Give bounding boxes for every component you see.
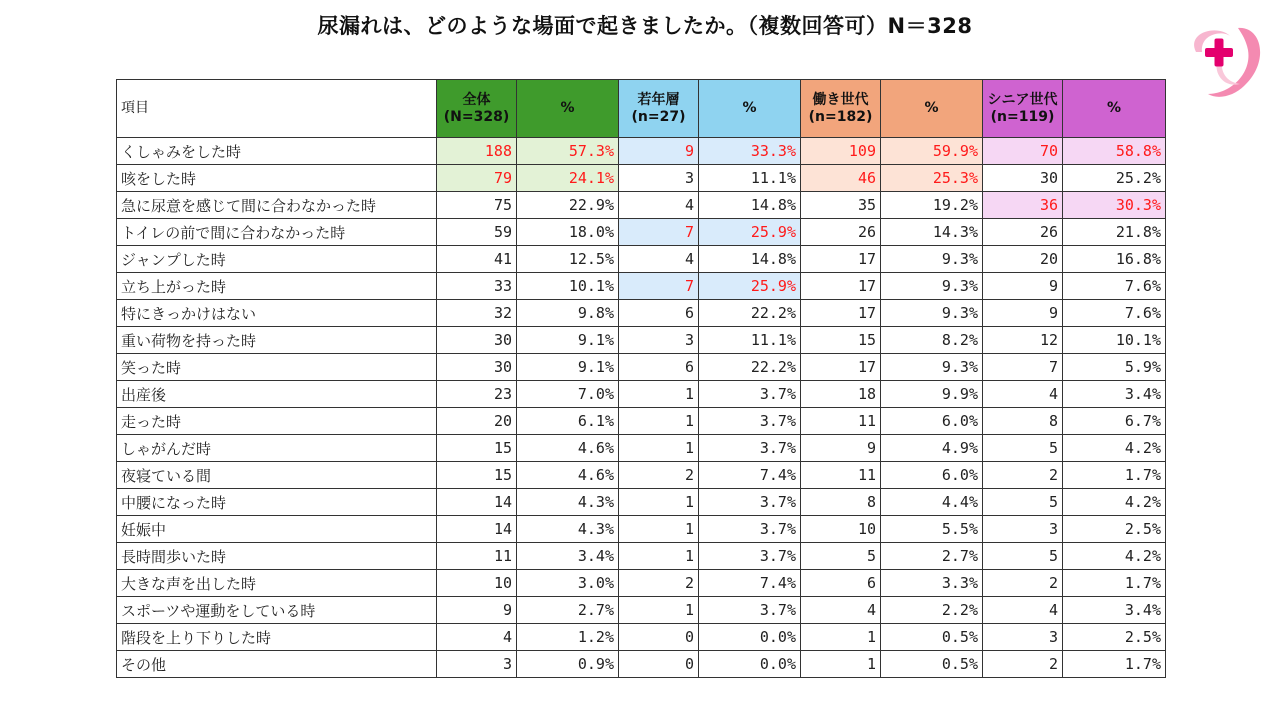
cell-all_n: 33 (437, 273, 517, 300)
cell-young_n: 1 (619, 381, 699, 408)
row-label: 立ち上がった時 (117, 273, 437, 300)
cell-work_pct: 0.5% (881, 651, 983, 678)
cell-work_n: 10 (801, 516, 881, 543)
cell-work_n: 17 (801, 273, 881, 300)
cell-work_n: 6 (801, 570, 881, 597)
row-label: 長時間歩いた時 (117, 543, 437, 570)
cell-work_pct: 2.7% (881, 543, 983, 570)
cell-senior_pct: 10.1% (1063, 327, 1166, 354)
header-label: % (742, 100, 757, 116)
cell-senior_pct: 1.7% (1063, 570, 1166, 597)
row-label: 大きな声を出した時 (117, 570, 437, 597)
cell-all_pct: 1.2% (517, 624, 619, 651)
cell-all_n: 15 (437, 435, 517, 462)
cell-senior_pct: 30.3% (1063, 192, 1166, 219)
cell-work_n: 26 (801, 219, 881, 246)
cell-work_pct: 59.9% (881, 138, 983, 165)
table-row (117, 651, 1166, 678)
table-row (117, 516, 1166, 543)
table-row (117, 354, 1166, 381)
cell-young_pct: 3.7% (699, 516, 801, 543)
cell-all_pct: 24.1% (517, 165, 619, 192)
row-label: 急に尿意を感じて間に合わなかった時 (117, 192, 437, 219)
cell-all_pct: 4.6% (517, 462, 619, 489)
cell-young_n: 6 (619, 354, 699, 381)
cell-young_n: 0 (619, 624, 699, 651)
cell-all_n: 4 (437, 624, 517, 651)
cell-all_n: 75 (437, 192, 517, 219)
table-row (117, 570, 1166, 597)
cell-senior_pct: 16.8% (1063, 246, 1166, 273)
cell-senior_n: 4 (983, 381, 1063, 408)
cell-work_pct: 9.9% (881, 381, 983, 408)
header-label: % (560, 100, 575, 116)
cell-young_n: 3 (619, 327, 699, 354)
cell-senior_pct: 21.8% (1063, 219, 1166, 246)
cell-all_pct: 9.8% (517, 300, 619, 327)
cell-all_n: 79 (437, 165, 517, 192)
cell-work_pct: 14.3% (881, 219, 983, 246)
row-label: スポーツや運動をしている時 (117, 597, 437, 624)
row-label: 走った時 (117, 408, 437, 435)
header-young_n (619, 80, 699, 138)
table-row (117, 192, 1166, 219)
header-sample-size: (n=27) (631, 108, 686, 125)
cell-young_pct: 7.4% (699, 462, 801, 489)
cell-work_n: 1 (801, 624, 881, 651)
row-label: トイレの前で間に合わなかった時 (117, 219, 437, 246)
row-label: しゃがんだ時 (117, 435, 437, 462)
header-label: % (1106, 100, 1122, 116)
cell-senior_pct: 5.9% (1063, 354, 1166, 381)
header-row (117, 80, 1166, 138)
cell-work_pct: 25.3% (881, 165, 983, 192)
cell-all_pct: 4.6% (517, 435, 619, 462)
cell-senior_n: 36 (983, 192, 1063, 219)
cell-young_n: 7 (619, 273, 699, 300)
cell-senior_n: 30 (983, 165, 1063, 192)
cell-work_n: 15 (801, 327, 881, 354)
cell-work_n: 46 (801, 165, 881, 192)
cell-senior_n: 12 (983, 327, 1063, 354)
cell-all_n: 3 (437, 651, 517, 678)
cell-all_n: 30 (437, 327, 517, 354)
cell-young_pct: 0.0% (699, 624, 801, 651)
page-title: 尿漏れは、どのような場面で起きましたか。（複数回答可）N＝328 (317, 14, 973, 38)
results-table (116, 79, 1166, 678)
table-row (117, 624, 1166, 651)
cell-young_n: 2 (619, 462, 699, 489)
row-label: 特にきっかけはない (117, 300, 437, 327)
header-all_n (437, 80, 517, 138)
cell-senior_pct: 7.6% (1063, 300, 1166, 327)
cell-senior_n: 5 (983, 543, 1063, 570)
cell-all_n: 41 (437, 246, 517, 273)
row-label: 出産後 (117, 381, 437, 408)
row-label: 中腰になった時 (117, 489, 437, 516)
cell-young_pct: 3.7% (699, 435, 801, 462)
cell-work_pct: 0.5% (881, 624, 983, 651)
cell-young_n: 9 (619, 138, 699, 165)
cell-senior_pct: 2.5% (1063, 624, 1166, 651)
cell-senior_n: 7 (983, 354, 1063, 381)
cell-work_pct: 2.2% (881, 597, 983, 624)
cell-all_pct: 22.9% (517, 192, 619, 219)
cell-work_n: 11 (801, 408, 881, 435)
cell-all_n: 30 (437, 354, 517, 381)
cell-senior_n: 5 (983, 435, 1063, 462)
cell-work_pct: 4.4% (881, 489, 983, 516)
cell-all_pct: 4.3% (517, 489, 619, 516)
table-row (117, 273, 1166, 300)
table-row (117, 327, 1166, 354)
cell-work_pct: 6.0% (881, 408, 983, 435)
cell-work_pct: 5.5% (881, 516, 983, 543)
cell-young_pct: 25.9% (699, 273, 801, 300)
cell-work_n: 18 (801, 381, 881, 408)
cell-young_n: 1 (619, 489, 699, 516)
row-label: 夜寝ている間 (117, 462, 437, 489)
table-row (117, 435, 1166, 462)
table-row (117, 381, 1166, 408)
cell-work_n: 4 (801, 597, 881, 624)
cell-work_n: 9 (801, 435, 881, 462)
cell-senior_n: 2 (983, 462, 1063, 489)
header-label: 働き世代 (812, 91, 869, 108)
header-item: 項目 (117, 80, 437, 138)
cell-young_n: 4 (619, 192, 699, 219)
cell-senior_pct: 2.5% (1063, 516, 1166, 543)
cell-young_pct: 3.7% (699, 408, 801, 435)
cell-all_n: 15 (437, 462, 517, 489)
cell-all_pct: 57.3% (517, 138, 619, 165)
cell-all_n: 59 (437, 219, 517, 246)
cell-all_n: 14 (437, 516, 517, 543)
cell-young_pct: 3.7% (699, 489, 801, 516)
cell-work_n: 5 (801, 543, 881, 570)
cell-senior_pct: 58.8% (1063, 138, 1166, 165)
row-label: ジャンプした時 (117, 246, 437, 273)
header-sample-size: (n=119) (990, 108, 1055, 125)
cell-senior_n: 2 (983, 570, 1063, 597)
cell-all_n: 11 (437, 543, 517, 570)
cell-work_pct: 6.0% (881, 462, 983, 489)
header-sample-size: (N=328) (443, 108, 510, 125)
cell-young_pct: 11.1% (699, 327, 801, 354)
cell-work_n: 17 (801, 246, 881, 273)
cell-work_n: 109 (801, 138, 881, 165)
table-row (117, 543, 1166, 570)
cell-all_n: 14 (437, 489, 517, 516)
cell-all_pct: 9.1% (517, 354, 619, 381)
cell-all_n: 9 (437, 597, 517, 624)
header-label: シニア世代 (987, 91, 1058, 108)
row-label: くしゃみをした時 (117, 138, 437, 165)
cell-young_pct: 7.4% (699, 570, 801, 597)
cell-senior_n: 8 (983, 408, 1063, 435)
cell-senior_n: 70 (983, 138, 1063, 165)
table-row (117, 246, 1166, 273)
cell-young_n: 6 (619, 300, 699, 327)
cell-all_pct: 7.0% (517, 381, 619, 408)
cell-young_pct: 3.7% (699, 597, 801, 624)
cell-all_n: 32 (437, 300, 517, 327)
cell-all_pct: 12.5% (517, 246, 619, 273)
cell-young_pct: 3.7% (699, 543, 801, 570)
cell-work_pct: 3.3% (881, 570, 983, 597)
header-label: 全体 (462, 91, 491, 108)
cell-all_n: 10 (437, 570, 517, 597)
cell-all_pct: 3.4% (517, 543, 619, 570)
cell-senior_pct: 7.6% (1063, 273, 1166, 300)
header-senior_pct (1063, 80, 1166, 138)
table-row (117, 408, 1166, 435)
cell-senior_n: 4 (983, 597, 1063, 624)
cell-work_n: 1 (801, 651, 881, 678)
cell-all_pct: 2.7% (517, 597, 619, 624)
cell-work_n: 11 (801, 462, 881, 489)
cell-all_pct: 10.1% (517, 273, 619, 300)
cell-senior_pct: 1.7% (1063, 651, 1166, 678)
cell-all_pct: 3.0% (517, 570, 619, 597)
cell-all_pct: 4.3% (517, 516, 619, 543)
cell-young_n: 1 (619, 435, 699, 462)
cell-senior_n: 26 (983, 219, 1063, 246)
cell-work_pct: 9.3% (881, 273, 983, 300)
cell-senior_pct: 4.2% (1063, 435, 1166, 462)
cell-all_n: 23 (437, 381, 517, 408)
row-label: 重い荷物を持った時 (117, 327, 437, 354)
cell-young_pct: 25.9% (699, 219, 801, 246)
row-label: 階段を上り下りした時 (117, 624, 437, 651)
cell-senior_pct: 25.2% (1063, 165, 1166, 192)
cell-senior_n: 5 (983, 489, 1063, 516)
cell-senior_pct: 1.7% (1063, 462, 1166, 489)
cell-senior_n: 9 (983, 300, 1063, 327)
cell-senior_pct: 4.2% (1063, 489, 1166, 516)
cell-senior_n: 2 (983, 651, 1063, 678)
cell-work_n: 17 (801, 300, 881, 327)
table-row (117, 462, 1166, 489)
header-all_pct (517, 80, 619, 138)
header-label: 若年層 (637, 91, 680, 108)
cell-senior_n: 9 (983, 273, 1063, 300)
cell-all_n: 188 (437, 138, 517, 165)
cell-young_n: 1 (619, 543, 699, 570)
header-work_pct (881, 80, 983, 138)
cell-work_n: 17 (801, 354, 881, 381)
cell-work_pct: 8.2% (881, 327, 983, 354)
cell-young_pct: 22.2% (699, 354, 801, 381)
cell-young_pct: 11.1% (699, 165, 801, 192)
header-senior_n (983, 80, 1063, 138)
table-row (117, 597, 1166, 624)
plus-cross-logo-icon (1178, 22, 1268, 102)
cell-work_pct: 19.2% (881, 192, 983, 219)
cell-senior_n: 3 (983, 624, 1063, 651)
cell-senior_pct: 4.2% (1063, 543, 1166, 570)
cell-work_n: 8 (801, 489, 881, 516)
cell-work_pct: 9.3% (881, 246, 983, 273)
cell-work_pct: 9.3% (881, 300, 983, 327)
cell-young_pct: 3.7% (699, 381, 801, 408)
header-sample-size: (n=182) (808, 108, 873, 125)
cell-young_pct: 22.2% (699, 300, 801, 327)
cell-senior_pct: 3.4% (1063, 597, 1166, 624)
cell-all_pct: 0.9% (517, 651, 619, 678)
cell-all_pct: 9.1% (517, 327, 619, 354)
cell-young_n: 4 (619, 246, 699, 273)
table-row (117, 489, 1166, 516)
cell-work_pct: 9.3% (881, 354, 983, 381)
cell-young_n: 1 (619, 516, 699, 543)
row-label: 咳をした時 (117, 165, 437, 192)
cell-work_pct: 4.9% (881, 435, 983, 462)
cell-young_n: 0 (619, 651, 699, 678)
cell-all_pct: 6.1% (517, 408, 619, 435)
cell-senior_n: 20 (983, 246, 1063, 273)
header-young_pct (699, 80, 801, 138)
cell-young_n: 2 (619, 570, 699, 597)
table-row (117, 165, 1166, 192)
cell-all_n: 20 (437, 408, 517, 435)
cell-young_pct: 33.3% (699, 138, 801, 165)
table-body (117, 138, 1166, 678)
table-row (117, 219, 1166, 246)
cell-young_n: 7 (619, 219, 699, 246)
row-label: 妊娠中 (117, 516, 437, 543)
header-work_n (801, 80, 881, 138)
cell-senior_pct: 6.7% (1063, 408, 1166, 435)
cell-work_n: 35 (801, 192, 881, 219)
row-label: 笑った時 (117, 354, 437, 381)
cell-young_pct: 14.8% (699, 192, 801, 219)
table-header (117, 80, 1166, 138)
cell-young_n: 3 (619, 165, 699, 192)
cell-all_pct: 18.0% (517, 219, 619, 246)
row-label: その他 (117, 651, 437, 678)
table-row (117, 138, 1166, 165)
header-label: % (924, 100, 939, 116)
cell-young_n: 1 (619, 408, 699, 435)
cell-senior_pct: 3.4% (1063, 381, 1166, 408)
cell-young_n: 1 (619, 597, 699, 624)
cell-young_pct: 0.0% (699, 651, 801, 678)
cell-senior_n: 3 (983, 516, 1063, 543)
cell-young_pct: 14.8% (699, 246, 801, 273)
table-row (117, 300, 1166, 327)
